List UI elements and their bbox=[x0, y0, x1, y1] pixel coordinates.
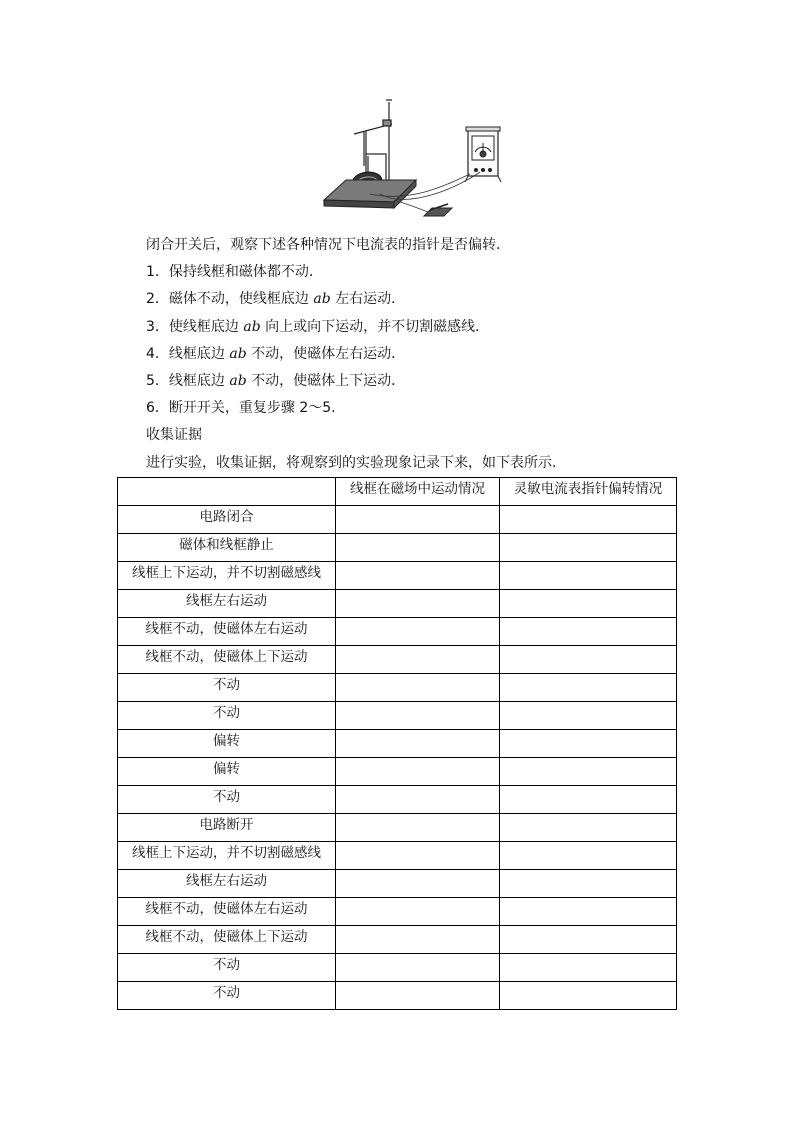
table-cell bbox=[500, 842, 677, 870]
table-cell bbox=[500, 674, 677, 702]
table-cell: 偏转 bbox=[118, 730, 336, 758]
table-row bbox=[118, 898, 677, 926]
table-header-row bbox=[118, 478, 677, 506]
table-cell: 线框上下运动，并不切割磁感线 bbox=[118, 842, 336, 870]
table-row bbox=[118, 618, 677, 646]
table-cell bbox=[336, 562, 500, 590]
table-row bbox=[118, 646, 677, 674]
table-cell bbox=[336, 702, 500, 730]
table-cell: 磁体和线框静止 bbox=[118, 534, 336, 562]
table-cell bbox=[500, 506, 677, 534]
table-row bbox=[118, 954, 677, 982]
table-cell bbox=[500, 870, 677, 898]
table-cell bbox=[500, 786, 677, 814]
table-cell: 线框左右运动 bbox=[118, 590, 336, 618]
table-cell bbox=[500, 758, 677, 786]
switch bbox=[424, 204, 452, 216]
table-row bbox=[118, 758, 677, 786]
table-cell bbox=[336, 814, 500, 842]
table-cell: 电路断开 bbox=[118, 814, 336, 842]
header-cell bbox=[118, 478, 336, 506]
apparatus-illustration bbox=[320, 96, 515, 218]
table-cell bbox=[500, 814, 677, 842]
text-line-5: 5．线框底边 ab 不动，使磁体上下运动． bbox=[146, 372, 406, 389]
table-cell: 不动 bbox=[118, 982, 336, 1010]
table-row bbox=[118, 814, 677, 842]
table-cell: 线框不动，使磁体上下运动 bbox=[118, 646, 336, 674]
table-cell bbox=[500, 926, 677, 954]
table-cell bbox=[500, 590, 677, 618]
table-cell bbox=[336, 870, 500, 898]
text-line-6: 6．断开开关，重复步骤 2～5. bbox=[146, 400, 336, 417]
table-row bbox=[118, 982, 677, 1010]
table-cell bbox=[336, 646, 500, 674]
table-cell bbox=[500, 562, 677, 590]
table-cell bbox=[336, 926, 500, 954]
text-line-0: 闭合开关后，观察下述各种情况下电流表的指针是否偏转． bbox=[146, 237, 510, 253]
table-cell bbox=[500, 982, 677, 1010]
table-cell: 线框不动，使磁体上下运动 bbox=[118, 926, 336, 954]
table-cell: 电路闭合 bbox=[118, 506, 336, 534]
table-cell: 不动 bbox=[118, 786, 336, 814]
table-row bbox=[118, 730, 677, 758]
table-cell: 线框左右运动 bbox=[118, 870, 336, 898]
table-cell bbox=[500, 730, 677, 758]
table-cell bbox=[500, 702, 677, 730]
text-line-3: 3．使线框底边 ab 向上或向下运动，并不切割磁感线． bbox=[146, 318, 490, 335]
table-cell: 偏转 bbox=[118, 758, 336, 786]
text-line-8: 进行实验，收集证据，将观察到的实验现象记录下来，如下表所示. bbox=[146, 454, 557, 471]
table-cell bbox=[336, 590, 500, 618]
table-cell bbox=[336, 618, 500, 646]
table-cell bbox=[500, 898, 677, 926]
header-cell: 线框在磁场中运动情况 bbox=[336, 478, 500, 506]
text-line-1: 1．保持线框和磁体都不动． bbox=[146, 264, 323, 281]
table-cell bbox=[336, 786, 500, 814]
table-cell bbox=[500, 534, 677, 562]
header-cell: 灵敏电流表指针偏转情况 bbox=[500, 478, 677, 506]
table-row bbox=[118, 870, 677, 898]
table-cell bbox=[500, 618, 677, 646]
table-cell: 不动 bbox=[118, 674, 336, 702]
table-cell bbox=[336, 674, 500, 702]
table-row bbox=[118, 786, 677, 814]
table-row bbox=[118, 534, 677, 562]
table-row bbox=[118, 702, 677, 730]
stand-and-frame bbox=[354, 100, 392, 184]
table-cell: 线框上下运动，并不切割磁感线 bbox=[118, 562, 336, 590]
table-cell: 线框不动，使磁体左右运动 bbox=[118, 618, 336, 646]
section-heading: 收集证据 bbox=[146, 427, 202, 444]
text-line-2: 2．磁体不动，使线框底边 ab 左右运动． bbox=[146, 291, 406, 308]
table-cell bbox=[336, 982, 500, 1010]
table-row bbox=[118, 842, 677, 870]
table-cell bbox=[336, 898, 500, 926]
table-row bbox=[118, 674, 677, 702]
table-row bbox=[118, 562, 677, 590]
text-line-4: 4．线框底边 ab 不动，使磁体左右运动． bbox=[146, 345, 406, 362]
table-row bbox=[118, 506, 677, 534]
table-cell bbox=[500, 646, 677, 674]
table-cell bbox=[336, 954, 500, 982]
table-cell bbox=[336, 730, 500, 758]
galvanometer bbox=[465, 127, 501, 182]
table-cell bbox=[336, 534, 500, 562]
table-row bbox=[118, 590, 677, 618]
table-cell bbox=[336, 758, 500, 786]
table-row bbox=[118, 926, 677, 954]
table-cell bbox=[336, 506, 500, 534]
experiment-record-table bbox=[117, 477, 677, 1010]
table-cell bbox=[500, 954, 677, 982]
table-cell: 线框不动，使磁体左右运动 bbox=[118, 898, 336, 926]
instruction-text bbox=[146, 232, 706, 477]
table-cell bbox=[336, 842, 500, 870]
table-cell: 不动 bbox=[118, 702, 336, 730]
table-cell: 不动 bbox=[118, 954, 336, 982]
